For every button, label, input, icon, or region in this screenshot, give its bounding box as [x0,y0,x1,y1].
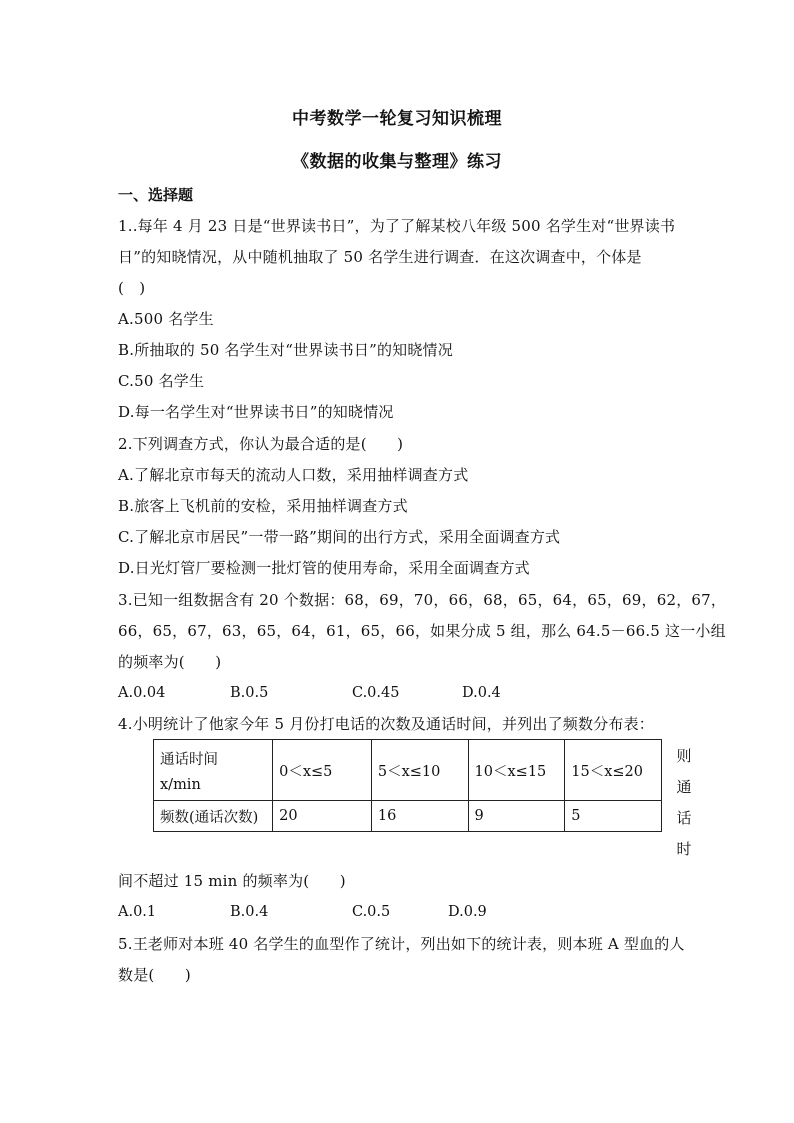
q3-option-c: C.0.45 [352,685,400,701]
q4-option-d: D.0.9 [448,904,487,920]
table-header-cell: 0＜x≤5 [273,740,372,801]
header-label-line-1: 通话时间 [160,751,218,768]
q4-side-text [674,741,694,865]
q4-option-c: C.0.5 [352,904,391,920]
q4-side-char: 则 [676,747,692,765]
q1-option-c: C.50 名学生 [118,372,205,390]
q3-stem-line-2: 66，65，67，63，65，64，61，65，66，如果分成 5 组，那么 64.5－66.5 这一小组 [118,622,726,640]
table-header-row [154,740,662,801]
q3-option-b: B.0.5 [230,685,269,701]
table-row-label: 频数(通话次数) [154,801,273,832]
table-header-cell: 5＜x≤10 [371,740,468,801]
table-cell: 20 [273,801,372,832]
q3-option-d: D.0.4 [462,685,501,701]
table-cell: 9 [468,801,565,832]
table-cell: 5 [565,801,662,832]
q1-stem-line-2: 日”的知晓情况，从中随机抽取了 50 名学生进行调查．在这次调查中，个体是 [118,248,642,266]
q4-option-a: A.0.1 [118,904,157,920]
q5-stem-line-2: 数是( ) [118,966,191,984]
q3-stem-line-1: 3.已知一组数据含有 20 个数据：68，69，70，66，68，65，64，65，69，62，67， [118,591,727,609]
q1-stem-line-3: ( ) [118,279,146,297]
page-title: 中考数学一轮复习知识梳理 [292,109,502,129]
table-header-cell: 10＜x≤15 [468,740,565,801]
q4-side-char: 通 [676,778,692,796]
q1-option-a: A.500 名学生 [118,310,214,328]
table-header-cell: 15＜x≤20 [565,740,662,801]
table-row [154,801,662,832]
q5-stem-line-1: 5.王老师对本班 40 名学生的血型作了统计，列出如下的统计表，则本班 A 型血的人 [118,935,685,953]
q2-option-d: D.日光灯管厂要检测一批灯管的使用寿命，采用全面调查方式 [118,559,530,577]
table-header-label [154,740,273,801]
q4-side-char: 话 [676,809,692,827]
page-subtitle: 《数据的收集与整理》练习 [292,152,502,172]
q2-option-c: C.了解北京市居民”一带一路”期间的出行方式，采用全面调查方式 [118,528,561,546]
q1-stem-line-1: 1..每年 4 月 23 日是“世界读书日”，为了了解某校八年级 500 名学生对“世界读书 [118,217,676,235]
q1-option-b: B.所抽取的 50 名学生对“世界读书日”的知晓情况 [118,341,453,359]
q2-option-b: B.旅客上飞机前的安检，采用抽样调查方式 [118,497,408,515]
q4-stem: 4.小明统计了他家今年 5 月份打电话的次数及通话时间，并列出了频数分布表： [118,715,654,733]
section-heading: 一、选择题 [118,186,194,204]
frequency-table [153,739,662,832]
q4-option-b: B.0.4 [230,904,269,920]
table-cell: 16 [371,801,468,832]
header-label-line-2: x/min [160,776,201,793]
q4-stem-tail: 间不超过 15 min 的频率为( ) [118,872,346,890]
q3-stem-line-3: 的频率为( ) [118,653,222,671]
q3-option-a: A.0.04 [118,685,166,701]
q4-side-char: 时 [676,840,692,858]
q2-stem: 2.下列调查方式，你认为最合适的是( ) [118,435,404,453]
q1-option-d: D.每一名学生对“世界读书日”的知晓情况 [118,403,394,421]
q2-option-a: A.了解北京市每天的流动人口数，采用抽样调查方式 [118,466,469,484]
